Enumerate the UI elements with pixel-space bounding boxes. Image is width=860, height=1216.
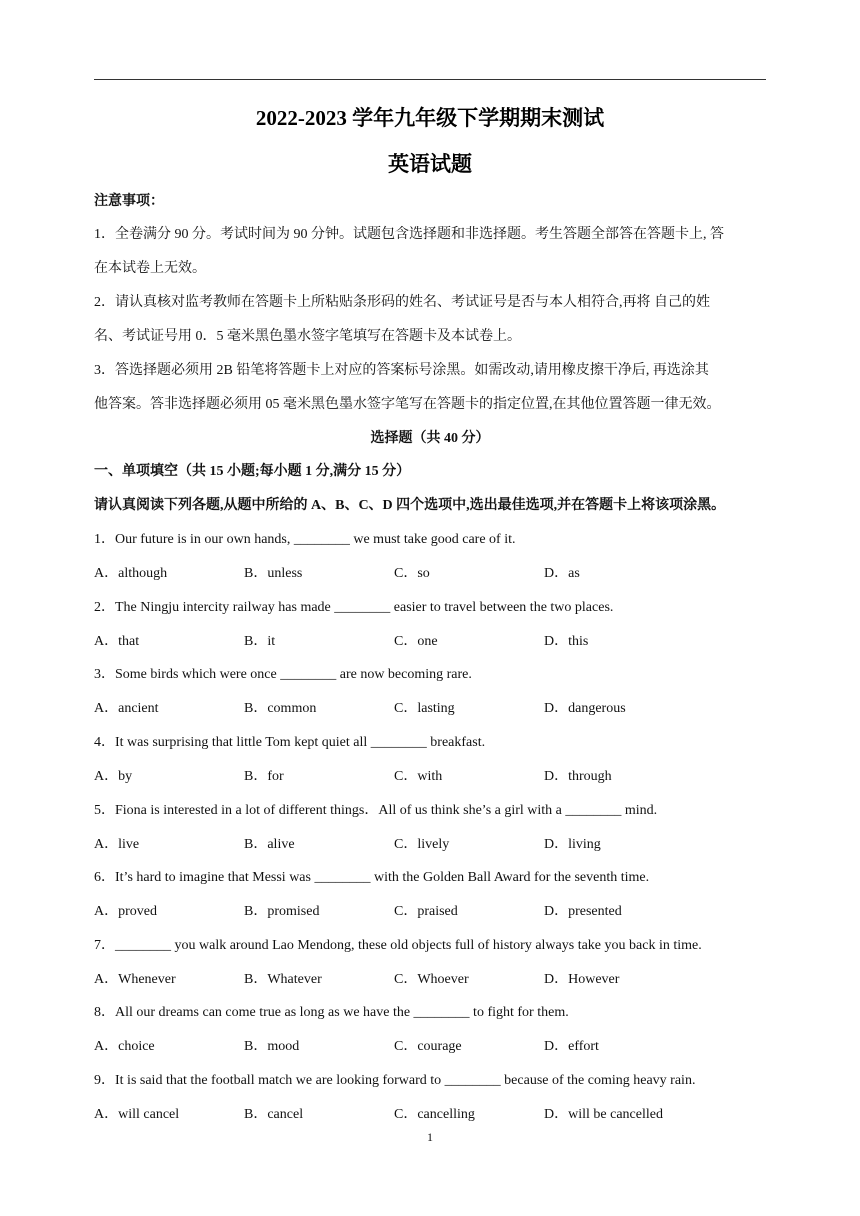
notes-heading: 注意事项：: [94, 194, 164, 209]
option-a: A．proved: [94, 904, 157, 919]
question-stem: 1．Our future is in our own hands, ________ we must take good care of it.: [94, 532, 516, 547]
exam-title: 2022-2023 学年九年级下学期期末测试: [255, 106, 605, 130]
option-c: C．lasting: [394, 701, 455, 716]
question-stem: 2．The Ningju intercity railway has made ________ easier to travel between the two places.: [94, 600, 614, 615]
option-c: C．courage: [394, 1039, 462, 1054]
header-rule: [94, 79, 766, 80]
option-a: A．by: [94, 769, 133, 784]
option-a: A．that: [94, 634, 140, 649]
option-b: B．alive: [244, 837, 295, 852]
notes-line: 3．答选择题必须用 2B 铅笔将答题卡上对应的答案标号涂黑。如需改动,请用橡皮擦干净后, 再选涂其: [94, 363, 709, 378]
option-b: B．promised: [244, 904, 320, 919]
option-b: B．it: [244, 634, 276, 649]
question-stem: 8．All our dreams can come true as long as we have the ________ to fight for them.: [94, 1005, 569, 1020]
option-d: D．However: [544, 972, 620, 987]
option-d: D．presented: [544, 904, 622, 919]
option-d: D．living: [544, 837, 601, 852]
option-c: C．lively: [394, 837, 450, 852]
question-stem: 6．It’s hard to imagine that Messi was ________ with the Golden Ball Award for the seventh time.: [94, 870, 650, 885]
question-stem: 3．Some birds which were once ________ are now becoming rare.: [94, 667, 472, 682]
part-title: 一、单项填空（共 15 小题;每小题 1 分,满分 15 分）: [94, 464, 411, 479]
option-a: A．Whenever: [94, 972, 176, 987]
option-c: C．with: [394, 769, 443, 784]
question-stem: 5．Fiona is interested in a lot of different things．All of us think she’s a girl with a ________ mind.: [94, 803, 658, 818]
option-d: D．through: [544, 769, 612, 784]
option-c: C．praised: [394, 904, 458, 919]
option-a: A．live: [94, 837, 140, 852]
question-stem: 4．It was surprising that little Tom kept quiet all ________ breakfast.: [94, 735, 486, 750]
option-c: C．one: [394, 634, 438, 649]
option-b: B．Whatever: [244, 972, 322, 987]
option-d: D．will be cancelled: [544, 1107, 663, 1122]
page-number: 1: [427, 1130, 433, 1144]
option-a: A．although: [94, 566, 168, 581]
option-a: A．will cancel: [94, 1107, 180, 1122]
option-c: C．cancelling: [394, 1107, 475, 1122]
question-stem: 9．It is said that the football match we are looking forward to ________ because of the coming heavy rain.: [94, 1073, 696, 1088]
part-instruction: 请认真阅读下列各题,从题中所给的 A、B、C、D 四个选项中,选出最佳选项,并在答题卡上将该项涂黑。: [94, 498, 726, 513]
notes-line: 2．请认真核对监考教师在答题卡上所粘贴条形码的姓名、考试证号是否与本人相符合,再将 自己的姓: [94, 295, 710, 310]
option-c: C．so: [394, 566, 430, 581]
option-a: A．ancient: [94, 701, 159, 716]
notes-line: 1．全卷满分 90 分。考试时间为 90 分钟。试题包含选择题和非选择题。考生答题全部答在答题卡上, 答: [94, 227, 724, 242]
option-d: D．as: [544, 566, 580, 581]
notes-line: 在本试卷上无效。: [94, 261, 206, 276]
option-b: B．common: [244, 701, 317, 716]
question-stem: 7．________ you walk around Lao Mendong, these old objects full of history always take you back in time.: [94, 938, 702, 953]
option-a: A．choice: [94, 1039, 155, 1054]
option-b: B．mood: [244, 1039, 300, 1054]
option-d: D．effort: [544, 1039, 599, 1054]
option-b: B．cancel: [244, 1107, 304, 1122]
option-b: B．for: [244, 769, 284, 784]
notes-line: 名、考试证号用 0．5 毫米黑色墨水签字笔填写在答题卡及本试卷上。: [94, 329, 521, 344]
option-d: D．dangerous: [544, 701, 626, 716]
option-b: B．unless: [244, 566, 303, 581]
exam-subtitle: 英语试题: [388, 152, 472, 176]
section-heading: 选择题（共 40 分）: [370, 431, 490, 446]
notes-line: 他答案。答非选择题必须用 05 毫米黑色墨水签字笔写在答题卡的指定位置,在其他位置答题一律无效。: [94, 397, 721, 412]
option-c: C．Whoever: [394, 972, 469, 987]
option-d: D．this: [544, 634, 589, 649]
